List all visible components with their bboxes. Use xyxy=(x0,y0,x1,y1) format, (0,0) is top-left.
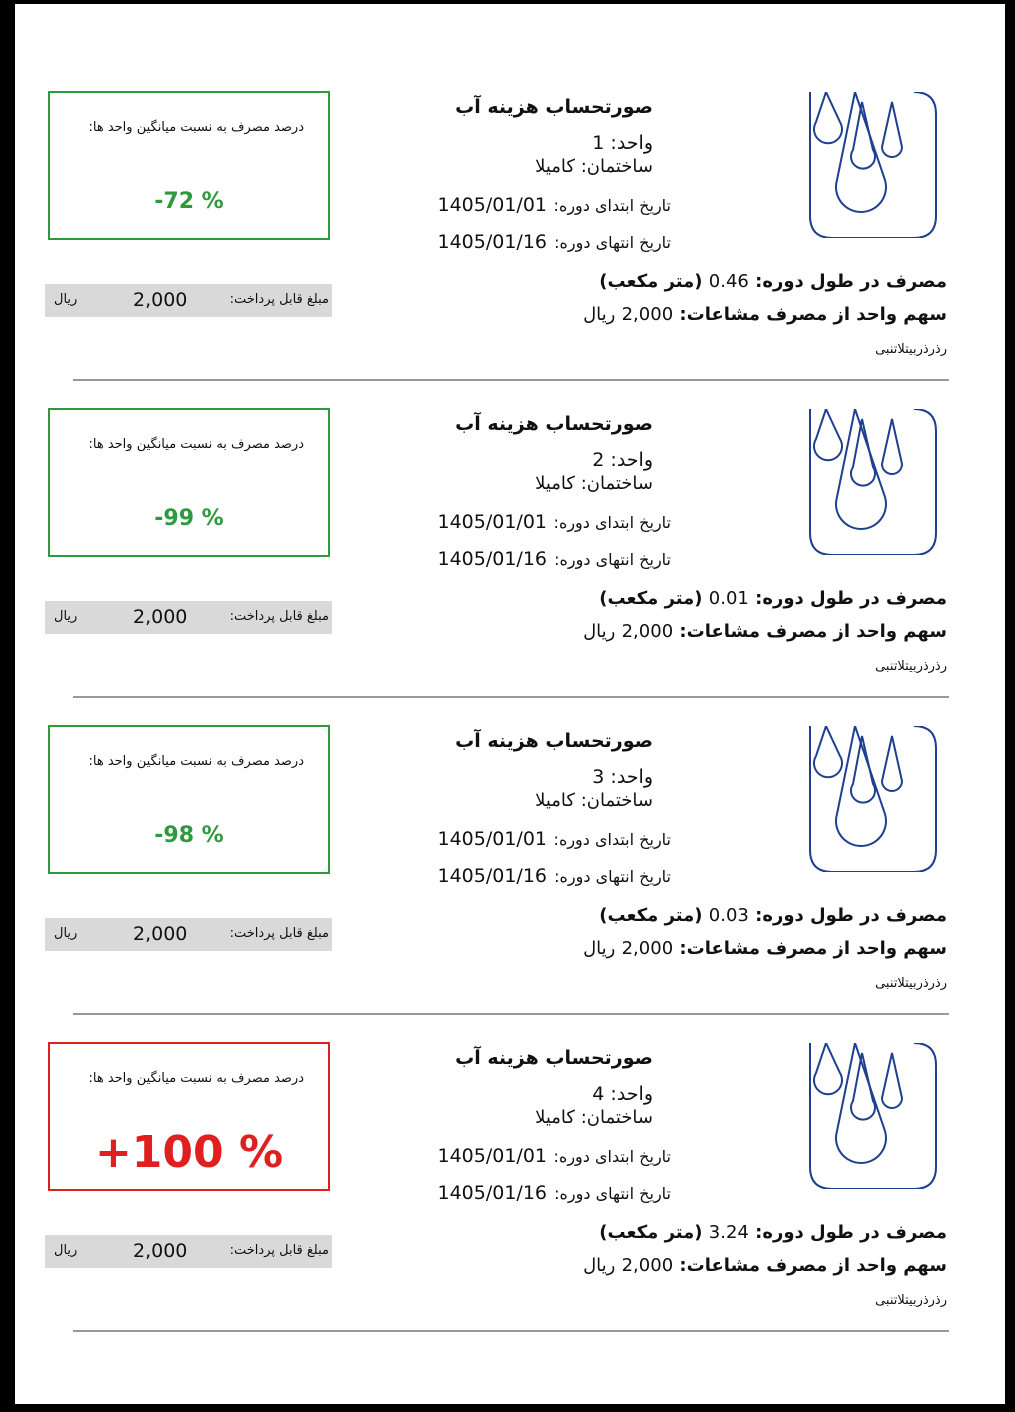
payable-currency: ریال xyxy=(54,292,78,307)
bill-title: صورتحساب هزینه آب xyxy=(455,96,653,118)
water-drops-icon xyxy=(800,92,946,238)
payable-amount: 2,000 xyxy=(133,1240,188,1262)
bill-title: صورتحساب هزینه آب xyxy=(455,413,653,435)
building-line xyxy=(535,156,653,177)
bill-card xyxy=(15,955,1005,1308)
payable-currency: ریال xyxy=(54,926,78,941)
end-date-label: تاریخ انتهای دوره: xyxy=(554,867,671,886)
share-label: سهم واحد از مصرف مشاعات: xyxy=(679,621,947,642)
comparison-label: درصد مصرف به نسبت میانگین واحد ها: xyxy=(88,754,304,769)
start-date-label: تاریخ ابتدای دوره: xyxy=(553,196,671,215)
end-date-row xyxy=(437,548,671,570)
usage-label: مصرف در طول دوره: xyxy=(755,271,947,292)
share-value: 2,000 xyxy=(621,1255,674,1276)
payable-label: مبلغ قابل پرداخت: xyxy=(229,609,329,624)
unit-line xyxy=(592,1083,653,1105)
start-date-row xyxy=(437,194,671,216)
comparison-box xyxy=(48,91,330,240)
comparison-box xyxy=(48,725,330,874)
usage-line xyxy=(599,271,947,292)
start-date-row xyxy=(437,1145,671,1167)
unit-label: واحد: xyxy=(610,449,653,471)
start-date-label: تاریخ ابتدای دوره: xyxy=(553,830,671,849)
building-value: کامیلا xyxy=(535,1107,575,1128)
payable-label: مبلغ قابل پرداخت: xyxy=(229,926,329,941)
usage-label: مصرف در طول دوره: xyxy=(755,588,947,609)
building-label: ساختمان: xyxy=(580,156,653,177)
share-value: 2,000 xyxy=(621,304,674,325)
usage-line xyxy=(599,905,947,926)
start-date-value: 1405/01/01 xyxy=(437,828,547,850)
share-label: سهم واحد از مصرف مشاعات: xyxy=(679,304,947,325)
share-value: 2,000 xyxy=(621,938,674,959)
end-date-row xyxy=(437,865,671,887)
end-date-label: تاریخ انتهای دوره: xyxy=(554,550,671,569)
unit-value: 3 xyxy=(592,766,605,788)
start-date-row xyxy=(437,511,671,533)
end-date-value: 1405/01/16 xyxy=(437,548,547,570)
bill-title: صورتحساب هزینه آب xyxy=(455,1047,653,1069)
end-date-label: تاریخ انتهای دوره: xyxy=(554,1184,671,1203)
payable-bar xyxy=(45,284,332,317)
share-line xyxy=(583,1255,947,1276)
unit-value: 1 xyxy=(592,132,605,154)
bill-card xyxy=(15,321,1005,674)
bill-title: صورتحساب هزینه آب xyxy=(455,730,653,752)
document-page xyxy=(15,4,1005,1404)
bill-card xyxy=(15,638,1005,991)
bill-note: رذرذربیتلاتنبی xyxy=(875,342,947,357)
end-date-label: تاریخ انتهای دوره: xyxy=(554,233,671,252)
end-date-row xyxy=(437,231,671,253)
comparison-value: -99 % xyxy=(154,506,224,531)
share-label: سهم واحد از مصرف مشاعات: xyxy=(679,1255,947,1276)
bill-divider xyxy=(73,1330,949,1332)
bill-card xyxy=(15,4,1005,357)
start-date-row xyxy=(437,828,671,850)
payable-amount: 2,000 xyxy=(133,923,188,945)
building-line xyxy=(535,473,653,494)
usage-value: 3.24 xyxy=(708,1222,749,1243)
share-currency: ریال xyxy=(583,938,616,959)
unit-label: واحد: xyxy=(610,766,653,788)
unit-label: واحد: xyxy=(610,1083,653,1105)
payable-currency: ریال xyxy=(54,1243,78,1258)
share-currency: ریال xyxy=(583,304,616,325)
payable-amount: 2,000 xyxy=(133,606,188,628)
unit-line xyxy=(592,132,653,154)
payable-bar xyxy=(45,1235,332,1268)
unit-label: واحد: xyxy=(610,132,653,154)
share-currency: ریال xyxy=(583,1255,616,1276)
share-currency: ریال xyxy=(583,621,616,642)
share-label: سهم واحد از مصرف مشاعات: xyxy=(679,938,947,959)
building-label: ساختمان: xyxy=(580,790,653,811)
building-label: ساختمان: xyxy=(580,1107,653,1128)
building-line xyxy=(535,790,653,811)
usage-unit: (متر مکعب) xyxy=(599,1222,703,1243)
bill-note: رذرذربیتلاتنبی xyxy=(875,1293,947,1308)
comparison-value: -98 % xyxy=(154,823,224,848)
end-date-row xyxy=(437,1182,671,1204)
unit-line xyxy=(592,766,653,788)
water-drops-icon xyxy=(800,1043,946,1189)
payable-bar xyxy=(45,601,332,634)
usage-value: 0.03 xyxy=(708,905,749,926)
comparison-value: -72 % xyxy=(154,189,224,214)
unit-line xyxy=(592,449,653,471)
unit-value: 2 xyxy=(592,449,605,471)
usage-label: مصرف در طول دوره: xyxy=(755,905,947,926)
start-date-label: تاریخ ابتدای دوره: xyxy=(553,1147,671,1166)
comparison-value: +100 % xyxy=(94,1127,284,1178)
comparison-label: درصد مصرف به نسبت میانگین واحد ها: xyxy=(88,1071,304,1086)
start-date-value: 1405/01/01 xyxy=(437,1145,547,1167)
building-label: ساختمان: xyxy=(580,473,653,494)
unit-value: 4 xyxy=(592,1083,605,1105)
usage-unit: (متر مکعب) xyxy=(599,905,703,926)
water-drops-icon xyxy=(800,726,946,872)
water-drops-icon xyxy=(800,409,946,555)
payable-amount: 2,000 xyxy=(133,289,188,311)
comparison-label: درصد مصرف به نسبت میانگین واحد ها: xyxy=(88,120,304,135)
usage-unit: (متر مکعب) xyxy=(599,271,703,292)
start-date-label: تاریخ ابتدای دوره: xyxy=(553,513,671,532)
start-date-value: 1405/01/01 xyxy=(437,194,547,216)
usage-value: 0.46 xyxy=(708,271,749,292)
usage-label: مصرف در طول دوره: xyxy=(755,1222,947,1243)
start-date-value: 1405/01/01 xyxy=(437,511,547,533)
usage-line xyxy=(599,1222,947,1243)
comparison-box xyxy=(48,408,330,557)
bill-note: رذرذربیتلاتنبی xyxy=(875,976,947,991)
payable-label: مبلغ قابل پرداخت: xyxy=(229,292,329,307)
payable-currency: ریال xyxy=(54,609,78,624)
usage-value: 0.01 xyxy=(708,588,749,609)
share-value: 2,000 xyxy=(621,621,674,642)
comparison-box xyxy=(48,1042,330,1191)
usage-unit: (متر مکعب) xyxy=(599,588,703,609)
end-date-value: 1405/01/16 xyxy=(437,231,547,253)
building-value: کامیلا xyxy=(535,790,575,811)
payable-label: مبلغ قابل پرداخت: xyxy=(229,1243,329,1258)
building-line xyxy=(535,1107,653,1128)
building-value: کامیلا xyxy=(535,156,575,177)
end-date-value: 1405/01/16 xyxy=(437,865,547,887)
payable-bar xyxy=(45,918,332,951)
comparison-label: درصد مصرف به نسبت میانگین واحد ها: xyxy=(88,437,304,452)
bill-note: رذرذربیتلاتنبی xyxy=(875,659,947,674)
usage-line xyxy=(599,588,947,609)
end-date-value: 1405/01/16 xyxy=(437,1182,547,1204)
building-value: کامیلا xyxy=(535,473,575,494)
